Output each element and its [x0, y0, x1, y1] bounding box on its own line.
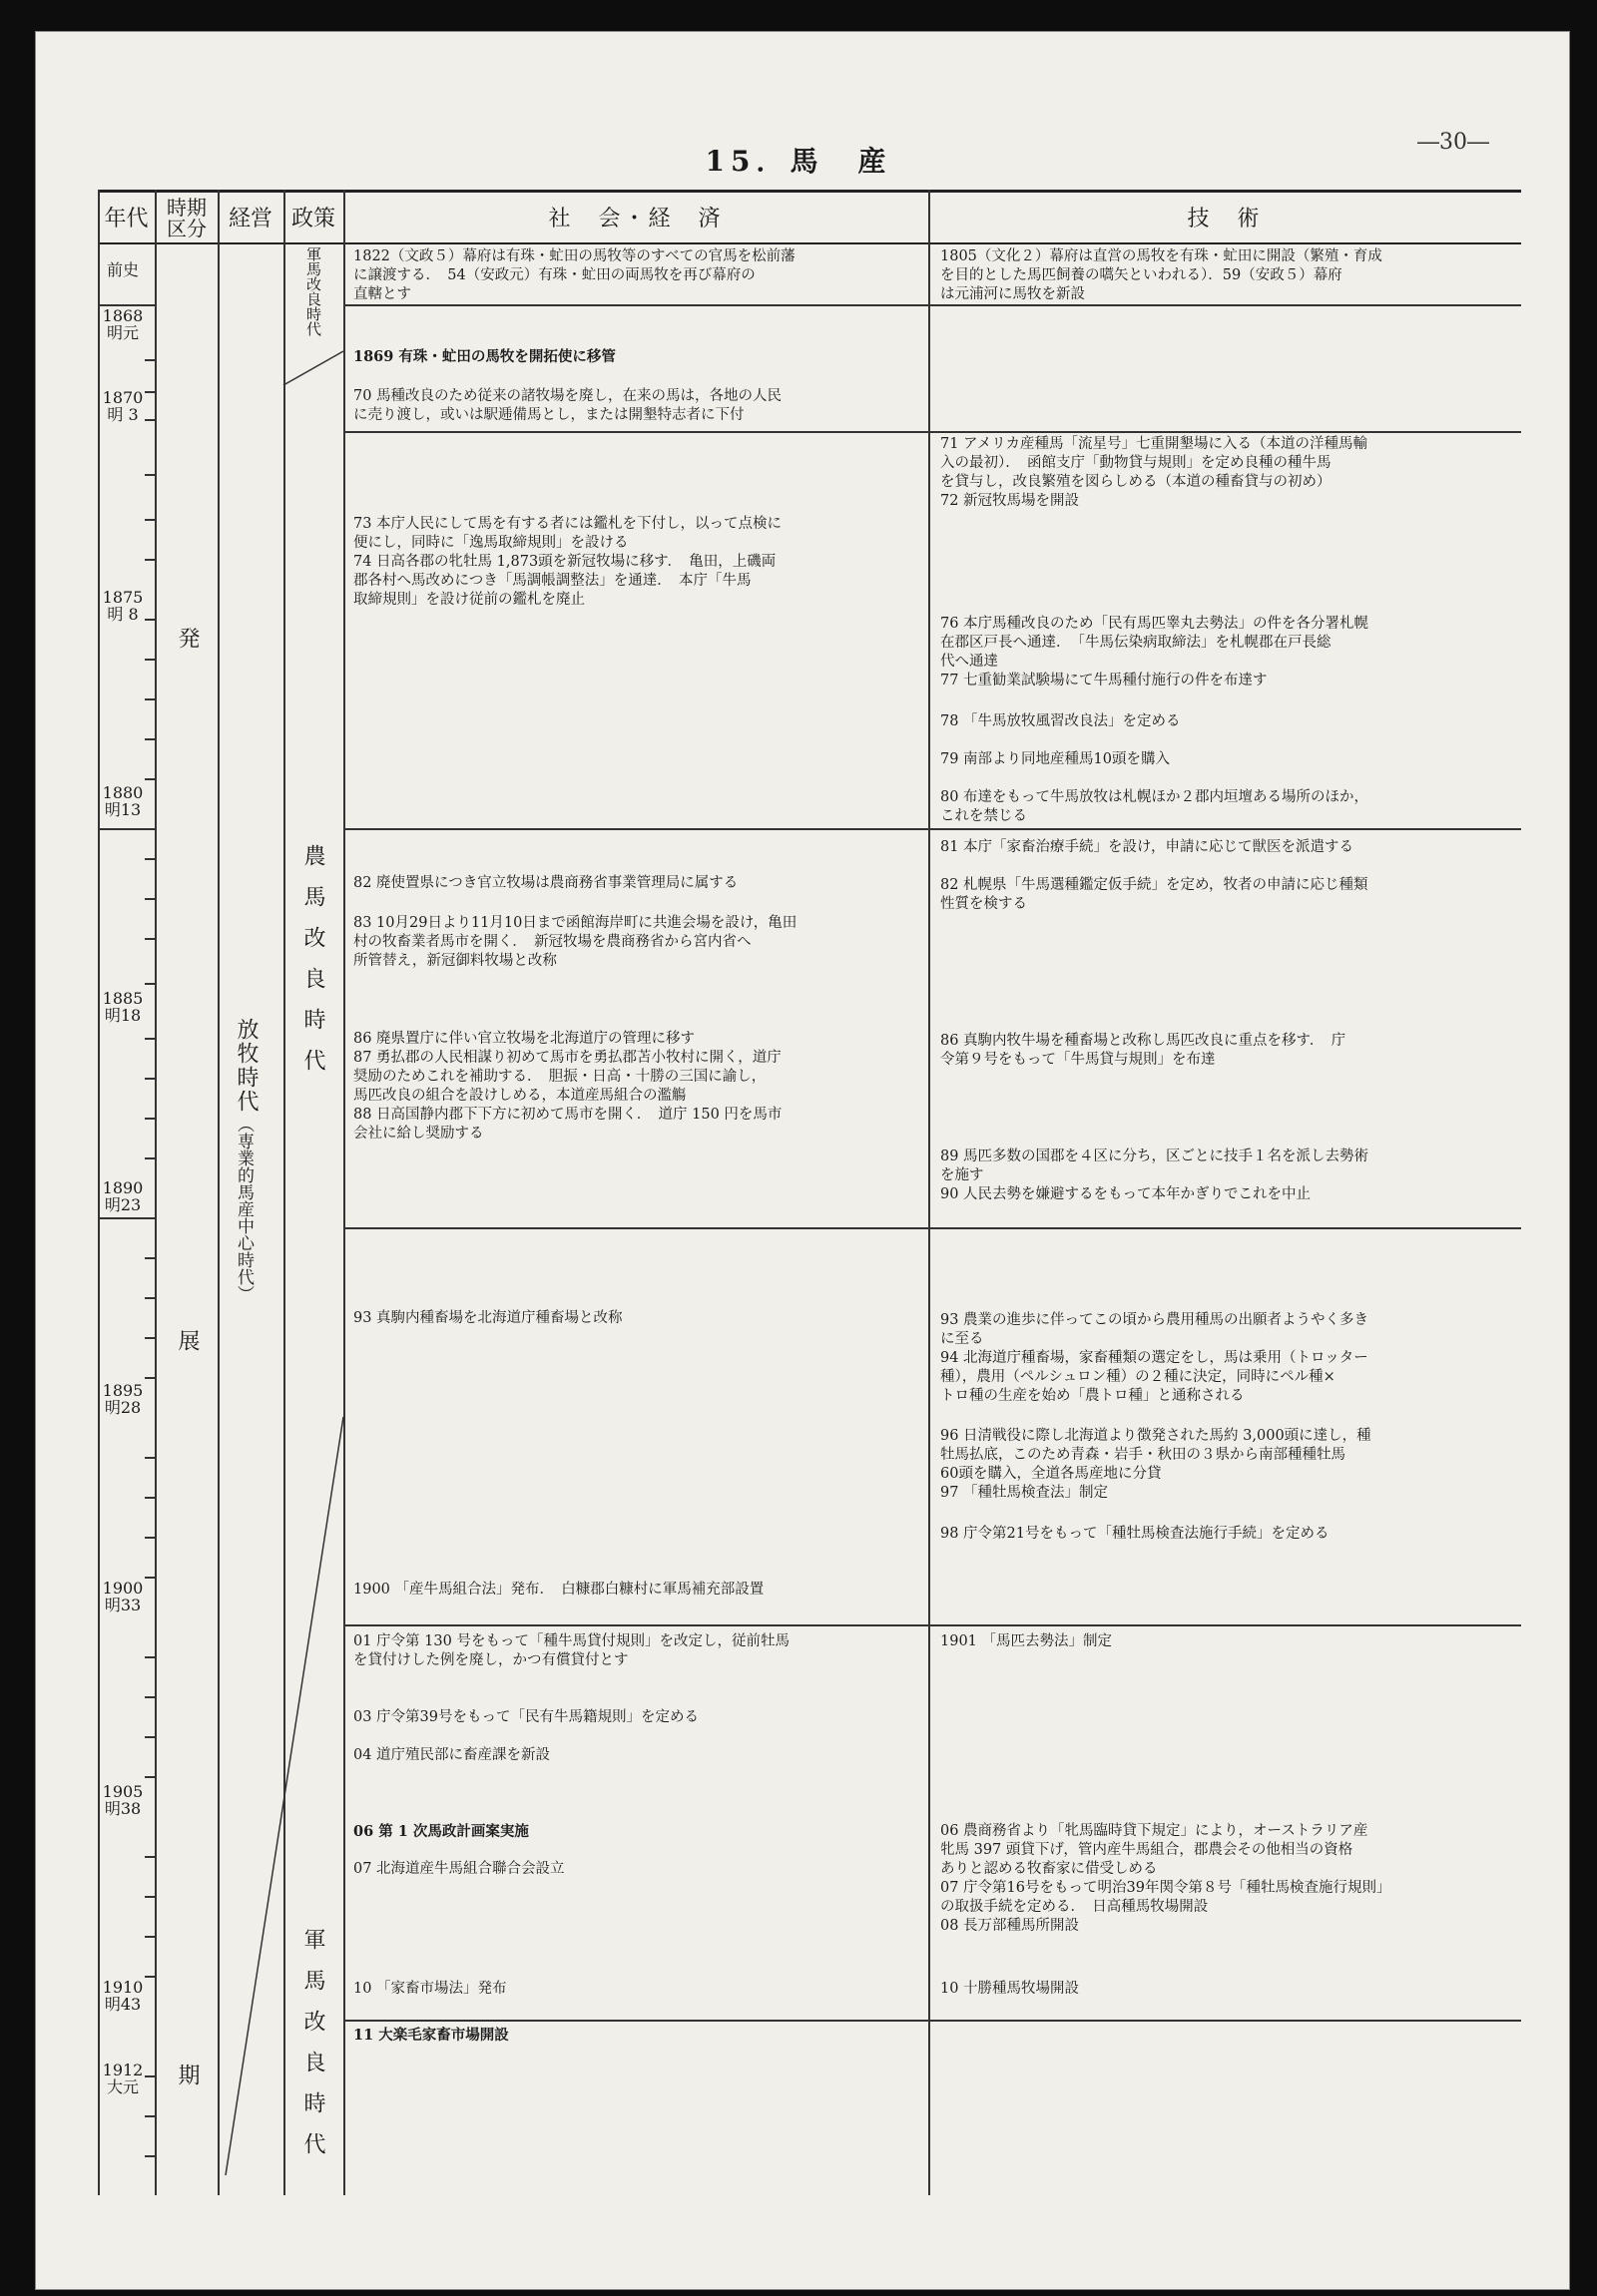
social-entry: 10 「家畜市場法」発布 [353, 1981, 507, 1997]
year-label: 1912 大元 [102, 2061, 144, 2096]
year-label: 前史 [106, 260, 139, 279]
page-number: ―30― [1417, 130, 1489, 155]
period-hatten-3: 期 [175, 2064, 200, 2085]
year-label: 1875 明 8 [102, 588, 144, 624]
policy-noba: 農馬改良時代 [300, 844, 325, 1090]
year-label: 1890 明23 [102, 1178, 144, 1214]
technical-entry: 81 本庁「家畜治療手続」を設け，申請に応じて獣医を派遣する [940, 839, 1353, 855]
social-entry: 70 馬種改良のため従来の諸牧場を廃し，在来の馬は，各地の人民 に売り渡し，或いは駅逓備馬とし，または開墾特志者に下付 [353, 388, 783, 423]
management-label: 放牧時代 [234, 1018, 259, 1114]
header-shakai-keizai: 社 会・経 済 [548, 206, 724, 231]
policy-gunba-early: 軍馬改良時代 [304, 246, 322, 336]
technical-entry: 89 馬匹多数の国郡を４区に分ち，区ごとに技手１名を派し去勢術 を施す 90 人民去勢を嫌避するをもって本年かぎりでこれを中止 [940, 1148, 1369, 1202]
technical-entry: 82 札幌県「牛馬選種鑑定仮手続」を定め，牧者の申請に応じ種類 性質を検する [940, 877, 1368, 912]
technical-entry: 06 農商務省より「牝馬臨時貸下規定」により，オーストラリア産 牝馬 397 頭貸下げ，管内産牛馬組合，郡農会その他相当の資格 ありと認める牧畜家に借受しめる 07 庁令第16号をもって明治39年関令第８号「種牡馬検査施行規則」 の取扱手続を定める． 日高種馬牧場開設 08 長万部種馬所開設 [940, 1823, 1391, 1934]
header-keiei: 経営 [228, 206, 272, 231]
social-entry: 01 庁令第 130 号をもって「種牛馬貸付規則」を改定し，従前牡馬 を貸付けした例を廃し，かつ有償貸付とす [353, 1633, 790, 1668]
technical-entry: 71 アメリカ産種馬「流星号」七重開墾場に入る（本道の洋種馬輸 入の最初）． 函館支庁「動物貸与規則」を定め良種の種牛馬 を貸与し，改良繁殖を図らしめる（本道の種畜貸与の初め） 72 新冠牧馬場を開設 [940, 436, 1368, 509]
year-label: 1910 明43 [102, 1978, 144, 2014]
social-entry: 1869 有珠・虻田の馬牧を開拓使に移管 [353, 348, 616, 365]
social-entry: 06 第 1 次馬政計画案実施 [353, 1823, 529, 1840]
technical-entry: 1901 「馬匹去勢法」制定 [940, 1633, 1113, 1649]
social-entry: 11 大楽毛家畜市場開設 [353, 2027, 509, 2044]
technical-entry: 86 真駒内牧牛場を種畜場と改称し馬匹改良に重点を移す． 庁 令第９号をもって「牛馬貸与規則」を布達 [940, 1033, 1346, 1068]
social-entry: 83 10月29日より11月10日まで函館海岸町に共進会場を設け，亀田 村の牧畜業者馬市を開く． 新冠牧場を農商務省から宮内省へ 所管替え，新冠御料牧場と改称 [353, 915, 798, 969]
year-label: 1895 明28 [102, 1381, 144, 1417]
social-entry: 07 北海道産牛馬組合聯合会設立 [353, 1861, 565, 1877]
year-label: 1870 明 3 [102, 388, 144, 424]
period-hatten-2: 展 [175, 1329, 200, 1351]
social-entry: 04 道庁殖民部に畜産課を新設 [353, 1747, 551, 1763]
technical-entry: 1805（文化２）幕府は直営の馬牧を有珠・虻田に開設（繁殖・育成 を目的とした馬匹飼養の嚆矢といわれる）．59（安政５）幕府 は元浦河に馬牧を新設 [940, 248, 1382, 302]
policy-gunba-late: 軍馬改良時代 [300, 1928, 325, 2173]
technical-entry: 78 「牛馬放牧風習改良法」を定める [940, 713, 1181, 729]
technical-entry: 96 日清戦役に際し北海道より徴発された馬約 3,000頭に達し，種 牡馬払底，このため青森・岩手・秋田の３県から南部種種牡馬 60頭を購入，全道各馬産地に分貸 97 「種牡馬検査法」制定 [940, 1428, 1371, 1501]
year-label: 1900 明33 [102, 1579, 144, 1614]
year-label: 1905 明38 [102, 1782, 144, 1818]
year-label: 1868 明元 [102, 306, 144, 342]
social-entry: 1900 「産牛馬組合法」発布． 白糠郡白糠村に軍馬補充部設置 [353, 1582, 765, 1598]
technical-entry: 98 庁令第21号をもって「種牡馬検査法施行手続」を定める [940, 1526, 1330, 1542]
social-entry: 73 本庁人民にして馬を有する者には鑑札を下付し，以って点検に 便にし，同時に「逸馬取締規則」を設ける 74 日高各郡の牝牡馬 1,873頭を新冠牧場に移す． 亀田，上磯両 郡各村へ馬改めにつき「馬調帳調整法」を通達． 本庁「牛馬 取締規則」を設け従前の鑑札を廃止 [353, 516, 783, 608]
technical-entry: 79 南部より同地産種馬10頭を購入 [940, 751, 1171, 767]
social-entry: 82 廃使置県につき官立牧場は農商務省事業管理局に属する [353, 875, 739, 891]
social-entry: 03 庁令第39号をもって「民有牛馬籍規則」を定める [353, 1709, 700, 1725]
technical-entry: 76 本庁馬種改良のため「民有馬匹睾丸去勢法」の件を各分署札幌 在郡区戸長へ通達． 「牛馬伝染病取締法」を札幌郡在戸長総 代へ通達 77 七重勧業試験場にて牛馬種付施行の件を布達す [940, 616, 1369, 689]
management-sublabel: （専業的馬産中心時代） [234, 1116, 254, 1302]
period-hatten-1: 発 [175, 627, 200, 649]
header-jiki: 時期区分 [167, 196, 207, 240]
header-nendai: 年代 [104, 206, 149, 231]
technical-entry: 93 農業の進歩に伴ってこの頃から農用種馬の出願者ようやく多き に至る 94 北海道庁種畜場，家畜種類の選定をし，馬は乗用（トロッター 種），農用（ペルシュロン種）の２種に決定，同時にペル種× トロ種の生産を始め「農トロ種」と通称される [940, 1312, 1369, 1404]
header-seisaku: 政策 [290, 206, 335, 231]
year-label: 1885 明18 [102, 989, 144, 1025]
social-entry: 86 廃県置庁に伴い官立牧場を北海道庁の管理に移す 87 勇払郡の人民相謀り初めて馬市を勇払郡苫小牧村に開く，道庁 奨励のためこれを補助する． 胆振・日高・十勝の三国に諭し， 馬匹改良の組合を設けしめる，本道産馬組合の濫觴 88 日高国静内郡下下方に初めて馬市を開く． 道庁 150 円を馬市 会社に給し奨励する [353, 1031, 783, 1142]
year-label: 1880 明13 [102, 783, 144, 819]
social-entry: 93 真駒内種畜場を北海道庁種畜場と改称 [353, 1310, 623, 1326]
header-gijutsu: 技 術 [1187, 206, 1263, 231]
page-title: 15．馬 産 [705, 145, 892, 178]
social-entry: 1822（文政５）幕府は有珠・虻田の馬牧等のすべての官馬を松前藩 に譲渡する． 54（安政元）有珠・虻田の両馬牧を再び幕府の 直轄とす [353, 248, 796, 302]
technical-entry: 80 布達をもって牛馬放牧は札幌ほか２郡内垣壇ある場所のほか， これを禁じる [940, 789, 1369, 824]
technical-entry: 10 十勝種馬牧場開設 [940, 1981, 1080, 1997]
